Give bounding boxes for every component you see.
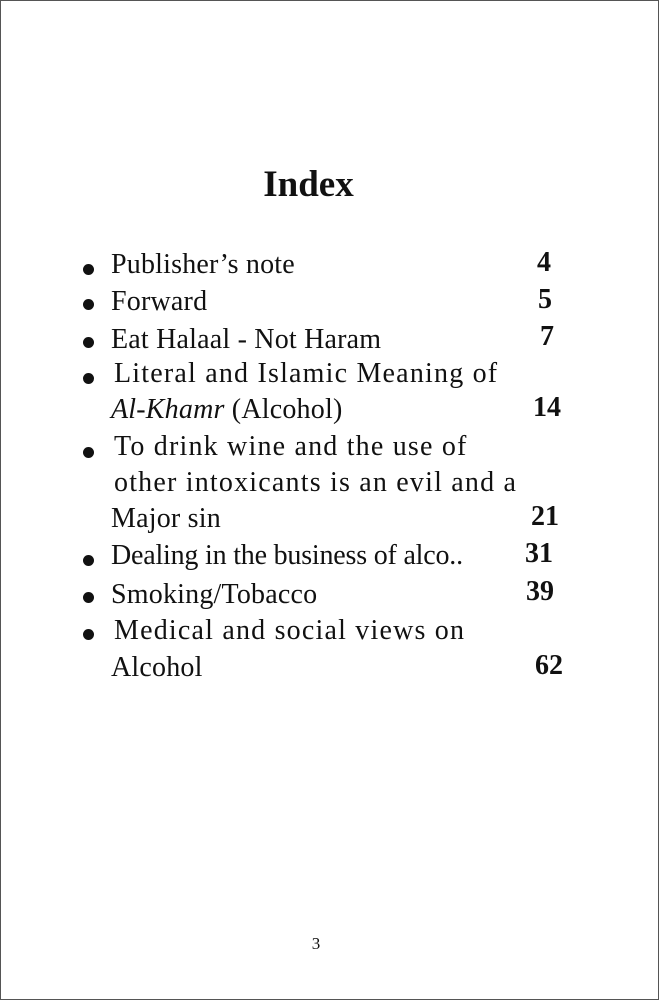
bullet-icon xyxy=(83,592,94,603)
entry-page-number: 5 xyxy=(538,284,552,315)
bullet-icon xyxy=(83,373,94,384)
entry-label: Publisher’s note xyxy=(111,249,295,280)
entry-page-number: 4 xyxy=(537,247,551,278)
page-number: 3 xyxy=(311,934,321,953)
entry-label-line-3: Major sin xyxy=(111,503,221,534)
entry-page-number: 21 xyxy=(531,501,559,532)
bullet-icon xyxy=(83,555,94,566)
entry-label: Medical and social views on xyxy=(114,615,466,646)
entry-label-line-2: other intoxicants is an evil and a xyxy=(114,467,518,498)
entry-label: To drink wine and the use of xyxy=(114,431,468,462)
entry-page-number: 62 xyxy=(535,650,563,681)
entry-label: Eat Halaal - Not Haram xyxy=(111,324,382,355)
entry-label: Forward xyxy=(111,286,208,317)
entry-italic-term: Al-Khamr xyxy=(111,394,225,425)
entry-page-number: 14 xyxy=(533,392,561,423)
entry-label-rest: (Alcohol) xyxy=(224,394,343,425)
entry-label: Literal and Islamic Meaning of xyxy=(114,358,499,389)
bullet-icon xyxy=(83,264,94,275)
bullet-icon xyxy=(83,629,94,640)
entry-page-number: 7 xyxy=(540,321,554,352)
entry-label-line-2: Alcohol xyxy=(111,652,203,683)
bullet-icon xyxy=(83,299,94,310)
entry-label: Smoking/Tobacco xyxy=(111,579,318,610)
entry-page-number: 39 xyxy=(526,576,554,607)
entry-label-line-2 xyxy=(111,392,342,428)
entry-page-number: 31 xyxy=(525,538,553,569)
entry-label: Dealing in the business of alco.. xyxy=(111,540,463,571)
bullet-icon xyxy=(83,447,94,458)
bullet-icon xyxy=(83,337,94,348)
page-title: Index xyxy=(263,164,354,205)
